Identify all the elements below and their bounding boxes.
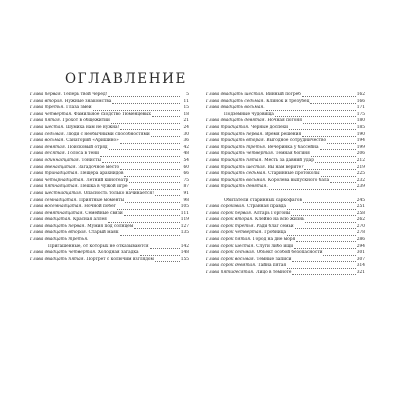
toc-entry-leader-dots	[266, 107, 356, 111]
toc-entry-leader-dots	[120, 140, 180, 144]
toc-entry-page-number: 190	[356, 131, 365, 137]
toc-entry[interactable]	[30, 112, 189, 119]
toc-entry-title: Тонисты	[81, 157, 101, 163]
toc-title: ОГЛАВЛЕНИЕ	[65, 71, 187, 87]
toc-entry-title: Пригашенные, от которых не отказываются	[48, 243, 149, 249]
toc-entry[interactable]	[206, 178, 365, 185]
toc-entry-page-number: 239	[356, 184, 365, 190]
toc-entry-page-number: 5	[186, 92, 189, 97]
toc-entry-title: Выгодное сотрудничество	[266, 138, 327, 144]
toc-entry-page-number: 36	[183, 138, 189, 144]
toc-entry-title: Опасность только начинается!	[83, 190, 154, 196]
toc-entry-chapter: Глава седьмая.	[30, 131, 65, 137]
toc-entry[interactable]	[30, 250, 189, 257]
toc-entry-title: Вы нам верите?	[267, 164, 304, 170]
toc-left-column	[30, 92, 189, 263]
toc-entry-page-number: 91	[183, 190, 189, 196]
toc-entry-page-number: 307	[356, 256, 365, 262]
toc-entry[interactable]	[30, 165, 189, 172]
toc-entry-page-number: 54	[183, 157, 189, 163]
toc-entry-page-number: 135	[180, 230, 189, 236]
toc-entry-page-number: 175	[356, 111, 365, 117]
toc-entry-chapter: Глава сорок шестая.	[206, 243, 255, 249]
toc-entry-title: Лицо в темноте	[255, 270, 292, 276]
toc-entry-title: Тайна пятая	[257, 263, 287, 269]
toc-entry-page-number: 258	[356, 210, 365, 216]
toc-entry-chapter: Глава первая.	[30, 92, 62, 97]
toc-entry[interactable]	[206, 145, 365, 152]
toc-entry[interactable]	[206, 118, 365, 125]
toc-entry-leader-dots	[310, 100, 355, 104]
toc-entry[interactable]	[30, 125, 189, 132]
toc-entry-chapter: Глава сорок пятая.	[206, 237, 252, 243]
toc-entry-chapter: Глава сорок третья.	[206, 223, 255, 229]
toc-entry-chapter: Глава двадцатая.	[30, 217, 72, 223]
toc-entry-title: Шумиха нам не нужна!	[65, 124, 120, 130]
toc-entry-title: Мумия под солнцем	[87, 223, 134, 229]
toc-entry-title: Пещера арахнидов	[80, 171, 124, 177]
toc-entry-leader-dots	[289, 126, 356, 130]
toc-entry-leader-dots	[304, 166, 355, 170]
toc-entry-chapter: Глава тридцать пятая.	[206, 157, 263, 163]
toc-entry-page-number: 251	[356, 204, 365, 210]
toc-entry-page-number: 127	[180, 223, 189, 229]
toc-entry-chapter: Глава восьмая.	[30, 138, 65, 144]
toc-entry-leader-dots	[129, 179, 180, 183]
toc-entry-chapter: Глава вторая.	[30, 98, 64, 104]
toc-entry-chapter: Глава пятнадцатая.	[30, 184, 79, 190]
toc-entry-chapter: Глава семнадцатая.	[30, 197, 78, 203]
toc-entry-leader-dots	[112, 100, 180, 104]
toc-entry-chapter: Глава девятнадцатая.	[30, 210, 84, 216]
toc-entry-title: Санаторий «Аришино»	[66, 138, 119, 144]
toc-entry-leader-dots	[89, 239, 180, 242]
toc-entry-leader-dots	[295, 225, 356, 229]
toc-entry-title: Темные записи	[256, 256, 292, 262]
toc-entry[interactable]	[30, 224, 189, 231]
toc-entry-page-number: 119	[180, 217, 189, 223]
toc-entry-leader-dots	[124, 212, 180, 216]
toc-entry-title: Подземные чудовища	[224, 111, 274, 117]
toc-entry-chapter: Глава тридцать восьмая.	[206, 177, 267, 183]
toc-entry[interactable]	[206, 211, 365, 218]
toc-entry-page-number: 185	[356, 124, 365, 130]
toc-entry[interactable]	[206, 230, 365, 237]
toc-entry-page-number: 75	[183, 177, 189, 183]
toc-entry-leader-dots	[150, 245, 180, 249]
toc-entry-chapter: Глава сорок вторая.	[206, 217, 254, 223]
toc-entry[interactable]	[30, 158, 189, 165]
toc-entry-chapter: Глава двадцать девятая.	[206, 118, 266, 124]
toc-entry-title: Приятные моменты	[79, 197, 125, 203]
toc-entry[interactable]	[206, 158, 365, 165]
toc-entry-chapter: Глава девятая.	[30, 144, 67, 150]
toc-entry[interactable]	[30, 230, 189, 237]
toc-entry-leader-dots	[302, 133, 356, 137]
toc-entry[interactable]	[30, 204, 189, 211]
toc-entry-page-number: 155	[180, 256, 189, 262]
toc-entry-title: Загадочное место	[78, 164, 120, 170]
toc-entry-leader-dots	[108, 219, 180, 223]
toc-entry-page-number: 148	[180, 250, 189, 256]
toc-entry-title: Королева выпускного бала	[267, 177, 330, 183]
toc-entry[interactable]	[206, 198, 365, 205]
toc-entry-chapter: Глава шестая.	[30, 124, 65, 130]
toc-right-column	[206, 92, 365, 277]
toc-entry-page-number: 321	[356, 270, 365, 276]
toc-entry-leader-dots	[303, 199, 356, 203]
toc-entry-title: Черные доспехи	[250, 124, 288, 130]
toc-entry-title: Месть за давний удар	[264, 157, 314, 163]
toc-entry-leader-dots	[134, 225, 180, 229]
toc-entry[interactable]	[30, 178, 189, 185]
toc-entry-page-number: 11	[183, 98, 189, 104]
toc-entry[interactable]	[30, 244, 189, 251]
toc-entry-leader-dots	[155, 192, 180, 196]
toc-entry-title: Вечеринка у бассейна	[267, 144, 319, 150]
toc-entry-leader-dots	[315, 159, 356, 163]
toc-entry-title: Слуги либо ищи	[256, 243, 294, 249]
toc-entry-page-number: 314	[356, 263, 365, 269]
toc-entry-title: Клейно на всю жизнь	[255, 217, 305, 223]
toc-entry-page-number: 232	[356, 177, 365, 183]
toc-entry-page-number: 301	[356, 250, 365, 256]
toc-entry-page-number: 21	[183, 118, 189, 124]
toc-entry-leader-dots	[303, 120, 356, 124]
toc-entry-chapter: Глава восемнадцатая.	[30, 204, 83, 210]
toc-entry[interactable]	[30, 211, 189, 218]
toc-entry-leader-dots	[108, 93, 180, 97]
toc-entry-title: Грохот в общежитии	[62, 118, 110, 124]
toc-entry-leader-dots	[287, 232, 356, 236]
toc-entry-page-number: 142	[180, 243, 189, 249]
toc-entry[interactable]	[206, 165, 365, 172]
toc-entry-page-number: 111	[180, 210, 189, 216]
toc-entry[interactable]	[206, 99, 365, 106]
toc-entry-chapter: Глава сорок первая.	[206, 210, 253, 216]
toc-entry-chapter: Глава сорок четвертая.	[206, 230, 263, 236]
toc-entry[interactable]	[206, 257, 365, 264]
toc-entry-chapter: Глава тридцать вторая.	[206, 138, 265, 144]
toc-entry-chapter: Глава четвертая.	[30, 111, 73, 117]
toc-entry-leader-dots	[287, 206, 356, 210]
toc-entry[interactable]	[30, 257, 189, 264]
toc-entry-chapter: Глава сорок девятая.	[206, 263, 257, 269]
toc-entry-page-number: 171	[356, 105, 365, 111]
toc-entry[interactable]	[30, 105, 189, 112]
toc-entry-page-number: 199	[356, 144, 365, 150]
toc-entry-chapter: Глава двадцать восьмая.	[206, 105, 265, 111]
toc-entry[interactable]	[206, 92, 365, 99]
toc-entry[interactable]	[206, 138, 365, 145]
toc-entry[interactable]	[30, 217, 189, 224]
toc-entry-chapter: Глава двадцать третья.	[30, 237, 89, 243]
toc-entry-chapter: Глава одиннадцатая.	[30, 157, 81, 163]
toc-entry-leader-dots	[120, 126, 180, 130]
toc-entry-leader-dots	[129, 186, 180, 190]
toc-entry-chapter: Глава тридцать шестая.	[206, 164, 267, 170]
toc-entry-leader-dots	[292, 271, 355, 275]
toc-entry-title: Ночной побег	[84, 204, 116, 210]
toc-entry-leader-dots	[294, 245, 356, 249]
toc-entry[interactable]	[30, 145, 189, 152]
toc-entry-leader-dots	[275, 113, 356, 117]
toc-entry-title: Глаза змеи	[66, 105, 92, 111]
toc-entry-leader-dots	[120, 166, 180, 170]
toc-entry[interactable]	[30, 184, 189, 191]
toc-entry[interactable]	[30, 138, 189, 145]
toc-entry-page-number: 18	[183, 111, 189, 117]
toc-entry-title: Теперь твой черед!	[63, 92, 108, 97]
toc-entry-page-number: 225	[356, 171, 365, 177]
toc-entry-page-number: 30	[183, 131, 189, 137]
toc-entry-chapter: Глава двадцать первая.	[30, 223, 86, 229]
toc-entry-leader-dots	[117, 206, 180, 210]
toc-entry-page-number: 180	[356, 118, 365, 124]
toc-entry-title: Портрет с колючим взглядом	[86, 256, 154, 262]
toc-entry-chapter: Глава двадцать пятая.	[30, 256, 85, 262]
toc-entry-page-number: 48	[183, 151, 189, 157]
toc-entry-page-number: 270	[356, 223, 365, 229]
toc-entry-title: Холодная загадка	[97, 250, 139, 256]
toc-entry-leader-dots	[323, 252, 355, 256]
toc-entry[interactable]	[206, 224, 365, 231]
toc-entry-page-number: 286	[356, 237, 365, 243]
toc-entry-page-number: 262	[356, 217, 365, 223]
toc-entry-chapter: Глава шестнадцатая.	[30, 190, 83, 196]
toc-entry-page-number: 87	[183, 184, 189, 190]
toc-entry[interactable]	[206, 112, 365, 119]
toc-entry-page-number: 194	[356, 138, 365, 144]
toc-entry-title: Нужные знакомства	[64, 98, 112, 104]
toc-entry-chapter: Глава десятая.	[30, 151, 66, 157]
toc-entry-leader-dots	[330, 179, 356, 183]
toc-entry[interactable]	[206, 184, 365, 191]
toc-entry-leader-dots	[100, 153, 180, 157]
toc-entry-title: Ради благ семьи	[256, 223, 294, 229]
toc-entry-title: Обитатели старинных саркофагов	[224, 197, 302, 203]
toc-spacer	[206, 191, 365, 198]
toc-entry-leader-dots	[102, 159, 180, 163]
toc-entry[interactable]	[206, 244, 365, 251]
toc-entry-title: Алтарь Горгоны	[253, 210, 291, 216]
toc-entry[interactable]	[30, 92, 189, 99]
toc-entry-title: Красная аллея	[73, 217, 107, 223]
toc-entry-chapter: Глава двадцать седьмая.	[206, 98, 265, 104]
toc-entry-chapter: Глава сороковая.	[206, 204, 246, 210]
toc-entry[interactable]	[30, 132, 189, 139]
book-page	[12, 0, 388, 400]
toc-entry-leader-dots	[109, 146, 180, 150]
toc-entry-leader-dots	[311, 153, 356, 157]
toc-entry-leader-dots	[269, 186, 356, 190]
toc-entry-leader-dots	[287, 265, 356, 269]
toc-entry-chapter: Глава двадцать вторая.	[30, 230, 88, 236]
toc-entry-title: Время решения	[265, 131, 302, 137]
toc-entry-chapter: Глава тридцать четвертая.	[206, 151, 275, 157]
toc-entry-leader-dots	[305, 219, 355, 223]
toc-entry[interactable]	[206, 237, 365, 244]
toc-entry-title: Голоса в тени	[67, 151, 99, 157]
toc-entry-page-number: 206	[356, 151, 365, 157]
toc-entry-page-number: 66	[183, 171, 189, 177]
toc-entry[interactable]	[206, 151, 365, 158]
toc-entry-page-number: 245	[356, 197, 365, 203]
toc-entry-page-number: 294	[356, 243, 365, 249]
toc-entry[interactable]	[206, 204, 365, 211]
toc-entry-chapter: Глава тридцать третья.	[206, 144, 267, 150]
toc-entry-leader-dots	[120, 232, 180, 236]
toc-entry[interactable]	[30, 151, 189, 158]
toc-entry-leader-dots	[140, 252, 180, 256]
toc-entry-leader-dots	[111, 120, 180, 124]
toc-entry-title: Пешка в чужой игре	[80, 184, 128, 190]
toc-entry-page-number: 105	[180, 204, 189, 210]
toc-entry-page-number: 166	[356, 98, 365, 104]
toc-entry-leader-dots	[155, 258, 180, 262]
toc-entry-page-number: 98	[183, 197, 189, 203]
toc-entry-leader-dots	[151, 133, 180, 137]
toc-entry-leader-dots	[321, 173, 356, 177]
toc-entry-title: Семейные связи	[85, 210, 123, 216]
toc-entry-chapter: Глава двадцать четвертая.	[30, 250, 97, 256]
toc-entry-title: Старый маяк	[88, 230, 119, 236]
toc-entry-title: Поисковый отряд	[67, 144, 108, 150]
toc-entry-leader-dots	[152, 113, 180, 117]
toc-entry[interactable]	[206, 125, 365, 132]
toc-entry-title: Люди с необычными способностями	[66, 131, 150, 137]
toc-entry-leader-dots	[327, 140, 356, 144]
toc-entry-title: Фамильное сходство Тюменцевых	[74, 111, 151, 117]
toc-entry-title: Объект особой безопасности	[256, 250, 323, 256]
toc-entry[interactable]	[206, 171, 365, 178]
toc-entry-chapter: Глава четырнадцатая.	[30, 177, 85, 183]
toc-entry-page-number: 15	[183, 105, 189, 111]
toc-entry[interactable]	[206, 250, 365, 257]
toc-entry-title: Старинные протоколы	[268, 171, 320, 177]
toc-entry-title: Клинок и трезубец	[266, 98, 310, 104]
toc-entry-page-number: 42	[183, 144, 189, 150]
toc-entry-page-number: 162	[356, 92, 365, 97]
toc-entry-title: Темная богиня	[275, 151, 310, 157]
toc-entry[interactable]	[30, 191, 189, 198]
toc-entry[interactable]	[30, 171, 189, 178]
toc-entry-title: Странная правда	[246, 204, 286, 210]
toc-entry[interactable]	[206, 105, 365, 112]
toc-entry[interactable]	[206, 132, 365, 139]
toc-entry-chapter: Глава пятая.	[30, 118, 62, 124]
toc-entry[interactable]	[30, 118, 189, 125]
toc-entry-chapter: Глава тридцатая.	[206, 124, 250, 130]
toc-entry-title: Летний кинотеатр	[86, 177, 129, 183]
toc-entry-page-number: 212	[356, 157, 365, 163]
toc-entry-leader-dots	[291, 212, 355, 216]
toc-entry-chapter: Глава двенадцатая.	[30, 164, 77, 170]
toc-entry-chapter: Глава тринадцатая.	[30, 171, 79, 177]
toc-entry-title: Винный погреб	[265, 92, 301, 97]
toc-entry-leader-dots	[93, 107, 180, 111]
toc-entry[interactable]	[206, 263, 365, 270]
toc-entry-page-number: 60	[183, 164, 189, 170]
toc-entry[interactable]	[206, 270, 365, 277]
toc-entry-page-number: 219	[356, 164, 365, 170]
toc-entry-chapter: Глава сорок восьмая.	[206, 256, 256, 262]
toc-entry-page-number: 278	[356, 230, 365, 236]
toc-entry-leader-dots	[320, 146, 356, 150]
toc-entry-page-number: 24	[183, 124, 189, 130]
toc-entry-leader-dots	[292, 258, 355, 262]
toc-entry[interactable]	[30, 237, 189, 244]
toc-entry-chapter: Глава сорок седьмая.	[206, 250, 256, 256]
toc-entry-chapter: Глава третья.	[30, 105, 65, 111]
toc-entry[interactable]	[206, 217, 365, 224]
toc-entry-title: Город на дне моря	[252, 237, 296, 243]
toc-entry-leader-dots	[296, 238, 356, 242]
toc-entry-leader-dots	[125, 199, 180, 203]
toc-entry-leader-dots	[124, 173, 180, 177]
toc-entry-chapter: Глава двадцать шестая.	[206, 92, 265, 97]
toc-entry-chapter: Глава пятидесятая.	[206, 270, 255, 276]
toc-entry-chapter: Глава тридцать седьмая.	[206, 171, 267, 177]
toc-entry[interactable]	[30, 99, 189, 106]
toc-entry-title: Гробница	[264, 230, 287, 236]
toc-entry[interactable]	[30, 198, 189, 205]
toc-entry-chapter: Глава тридцать девятая.	[206, 184, 268, 190]
toc-entry-title: Ночная погоня	[267, 118, 302, 124]
toc-entry-leader-dots	[302, 93, 356, 97]
toc-entry-chapter: Глава тридцать первая.	[206, 131, 264, 137]
